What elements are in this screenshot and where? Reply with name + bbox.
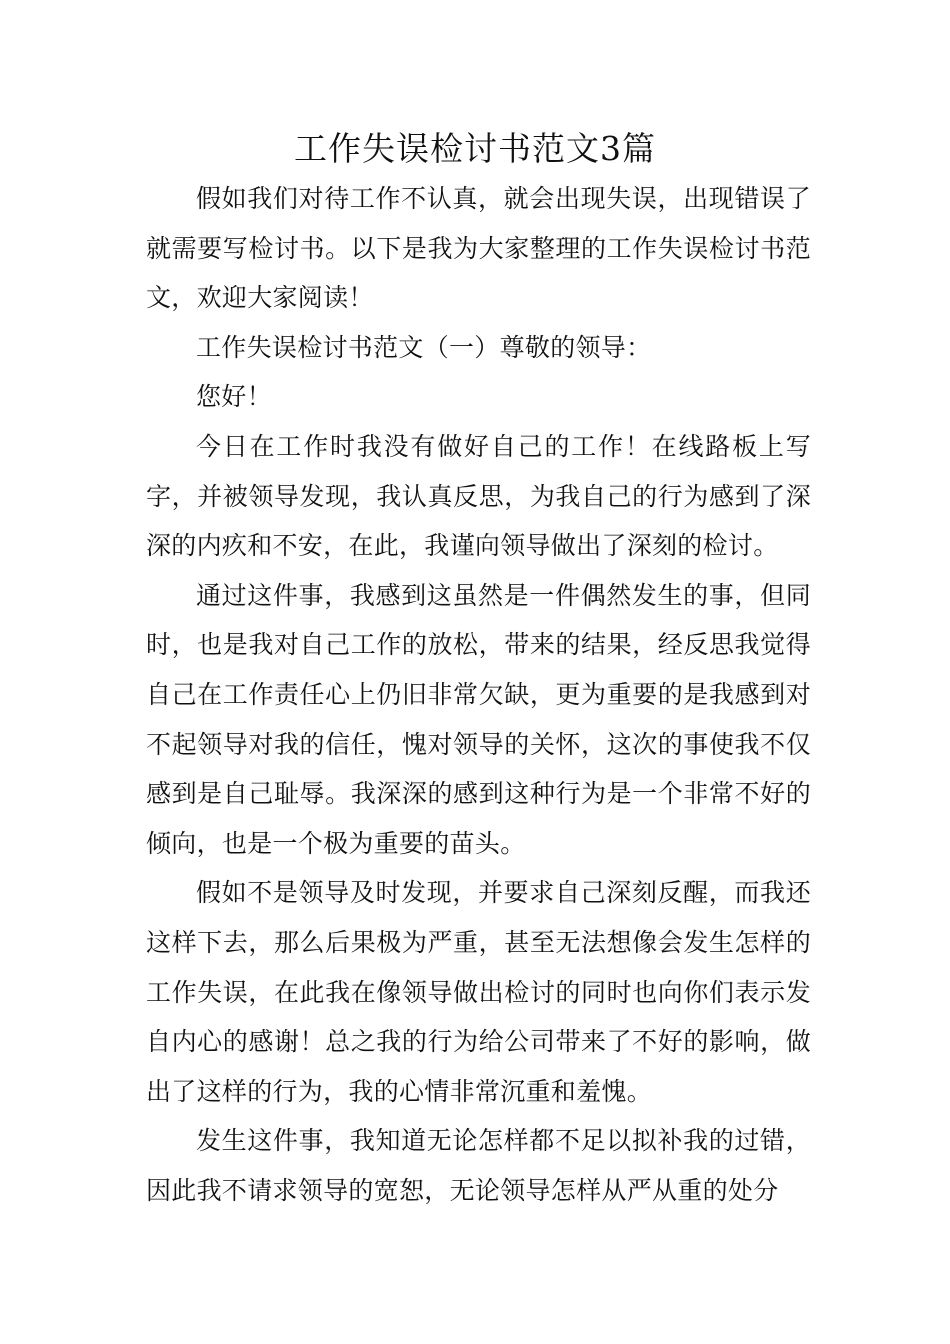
paragraph-body-4: 发生这件事，我知道无论怎样都不足以拟补我的过错，因此我不请求领导的宽恕，无论领导怎样从严从重的处分: [146, 1126, 811, 1205]
paragraph-body-1: 今日在工作时我没有做好自己的工作！在线路板上写字，并被领导发现，我认真反思，为我自己的行为感到了深深的内疚和不安，在此，我谨向领导做出了深刻的检讨。: [146, 431, 811, 561]
document-body: [146, 174, 811, 1215]
paragraph-intro: 假如我们对待工作不认真，就会出现失误，出现错误了就需要写检讨书。以下是我为大家整理的工作失误检讨书范文，欢迎大家阅读！: [146, 184, 811, 313]
paragraph-body-2: 通过这件事，我感到这虽然是一件偶然发生的事，但同时，也是我对自己工作的放松，带来的结果，经反思我觉得自己在工作责任心上仍旧非常欠缺，更为重要的是我感到对不起领导对我的信任，愧对领导的关怀，这次的事使我不仅感到是自己耻辱。我深深的感到这种行为是一个非常不好的倾向，也是一个极为重要的苗头。: [146, 580, 811, 858]
paragraph-body-3: 假如不是领导及时发现，并要求自己深刻反醒，而我还这样下去，那么后果极为严重，甚至无法想像会发生怎样的工作失误，在此我在像领导做出检讨的同时也向你们表示发自内心的感谢！总之我的行为给公司带来了不好的影响，做出了这样的行为，我的心情非常沉重和羞愧。: [146, 878, 811, 1106]
paragraph-greeting: 您好！: [196, 382, 272, 412]
paragraph-heading-salutation: 工作失误检讨书范文（一）尊敬的领导：: [196, 332, 652, 362]
document-title: 工作失误检讨书范文3篇: [294, 129, 656, 168]
